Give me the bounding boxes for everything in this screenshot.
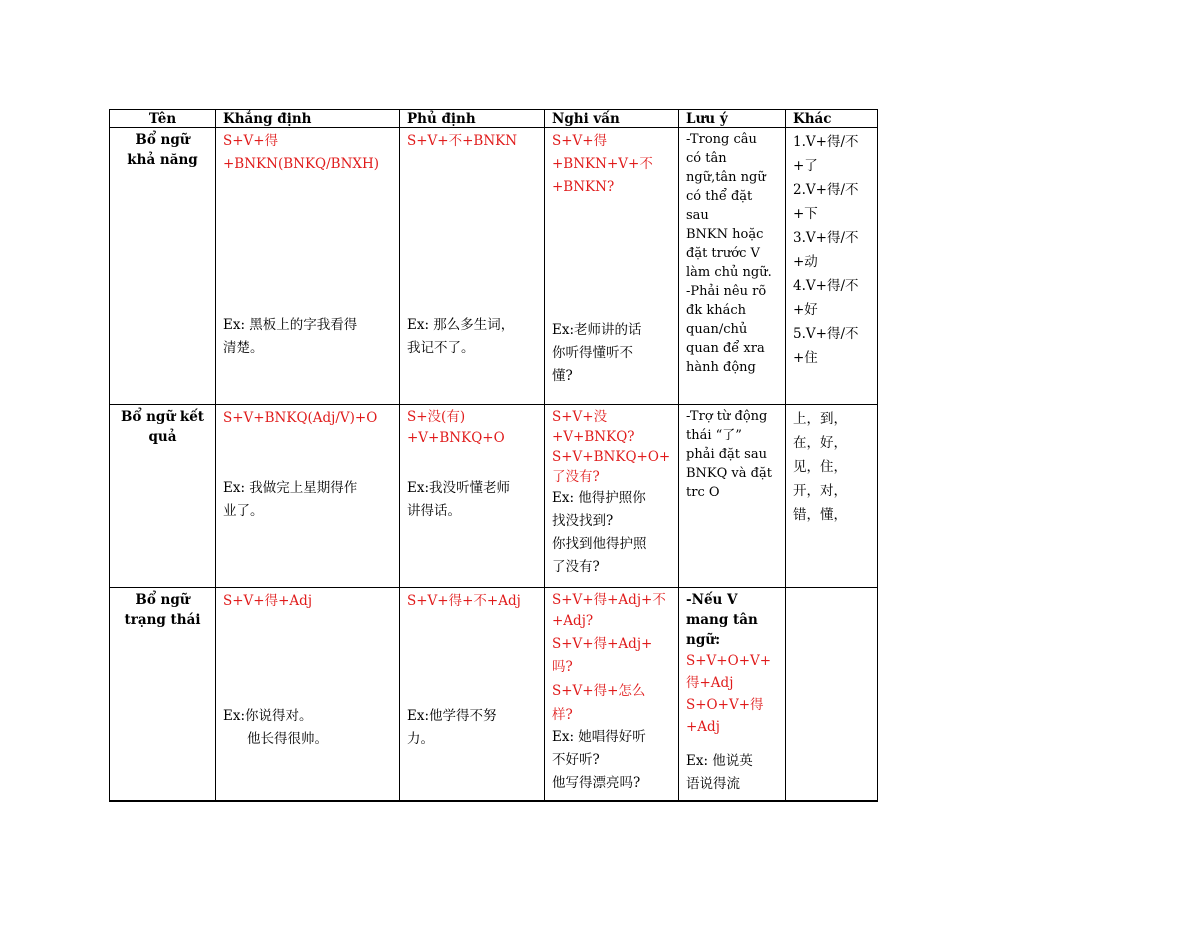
note-line: -Nếu V [686, 592, 738, 608]
other-line: 上，到， [793, 411, 847, 427]
header-question: Nghi vấn [545, 110, 679, 128]
formula-line: S+V+得+Adj [223, 593, 313, 609]
example-line: 他写得漂亮吗? [552, 775, 641, 791]
example-line: 我记不了。 [407, 340, 475, 356]
note-line: đk khách [686, 303, 746, 318]
example-line: 了没有? [552, 559, 600, 575]
row-name: quả [148, 429, 177, 445]
header-name: Tên [110, 110, 216, 128]
example-line: 不好听? [552, 752, 600, 768]
example-line: Ex: 我做完上星期得作 [223, 480, 358, 496]
other-line: 5.V+得/不 [793, 326, 859, 342]
header-negate: Phủ định [400, 110, 545, 128]
note-cell [679, 128, 786, 405]
other-line: 在，好， [793, 435, 847, 451]
header-other: Khác [786, 110, 878, 128]
note-line: đặt trước V [686, 246, 760, 261]
note-line: thái “了” [686, 428, 742, 443]
row-name-cell [110, 128, 216, 405]
note-line: có thể đặt sau [686, 189, 753, 223]
note-formula: S+O+V+得 [686, 697, 764, 713]
row-name: khả năng [127, 152, 198, 168]
note-line: quan/chủ [686, 322, 748, 337]
example-line: 力。 [407, 731, 434, 747]
example-line: 业了。 [223, 503, 264, 519]
other-line: 2.V+得/不 [793, 182, 859, 198]
example-line: Ex: 她唱得好听 [552, 729, 646, 745]
note-line: mang tân [686, 612, 758, 628]
note-line: quan để xra [686, 341, 765, 356]
row-name-cell [110, 588, 216, 801]
formula-line: S+V+不+BNKN [407, 133, 518, 149]
other-line: +好 [793, 302, 818, 318]
example-line: Ex:你说得对。 [223, 708, 313, 724]
other-line: +住 [793, 350, 818, 366]
other-line: +下 [793, 206, 818, 222]
formula-line: +BNKN? [552, 179, 615, 195]
other-line: +动 [793, 254, 818, 270]
example-line: 讲得话。 [407, 503, 461, 519]
header-affirm: Khẳng định [216, 110, 400, 128]
note-line: -Trong câu [686, 132, 757, 147]
note-line: -Phải nêu rõ [686, 284, 767, 299]
row-name: trạng thái [124, 612, 201, 628]
formula-line: 吗? [552, 659, 573, 675]
note-line: làm chủ ngữ. [686, 265, 772, 280]
other-line: 1.V+得/不 [793, 134, 859, 150]
example-line: Ex: 那么多生词， [407, 317, 515, 333]
formula-line: S+V+得 [552, 133, 608, 149]
formula-line: S+V+得 [223, 133, 279, 149]
grammar-table [109, 109, 878, 802]
example-line: Ex:我没听懂老师 [407, 480, 511, 496]
question-cell [545, 405, 679, 588]
note-line: -Trợ từ động [686, 409, 768, 424]
example-line: 你听得懂听不 [552, 345, 633, 361]
example-line: 你找到他得护照 [552, 536, 647, 552]
negate-cell [400, 405, 545, 588]
affirm-cell [216, 588, 400, 801]
note-line: hành động [686, 360, 756, 375]
example-line: Ex:老师讲的话 [552, 322, 642, 338]
negate-cell [400, 588, 545, 801]
formula-line: +V+BNKQ? [552, 429, 635, 445]
formula-line: S+V+得+不+Adj [407, 593, 521, 609]
note-line: BNKN hoặc [686, 227, 764, 242]
note-line: ngữ: [686, 632, 721, 648]
header-row [110, 110, 878, 128]
formula-line: +BNKN(BNKQ/BNXH) [223, 156, 380, 172]
example-line: 清楚。 [223, 340, 264, 356]
example-line: 懂? [552, 368, 573, 384]
example-line: 语说得流 [686, 776, 740, 792]
note-cell [679, 588, 786, 801]
note-line: ngữ,tân ngữ [686, 170, 766, 185]
other-line: 开，对， [793, 483, 847, 499]
row-name-cell [110, 405, 216, 588]
table-row [110, 588, 878, 801]
formula-line: +Adj? [552, 613, 594, 629]
example-line: 找没找到? [552, 513, 614, 529]
other-line: 4.V+得/不 [793, 278, 859, 294]
other-cell [786, 405, 878, 588]
other-line: +了 [793, 158, 818, 174]
example-line: Ex: 他得护照你 [552, 490, 646, 506]
example-line: Ex:他学得不努 [407, 708, 497, 724]
note-formula: +Adj [686, 719, 720, 735]
table-row [110, 405, 878, 588]
note-line: trc O [686, 485, 720, 500]
example-line: Ex: 黑板上的字我看得 [223, 317, 358, 333]
row-name: Bổ ngữ [135, 132, 190, 148]
other-cell [786, 588, 878, 801]
example-line: Ex: 他说英 [686, 753, 753, 769]
header-note: Lưu ý [679, 110, 786, 128]
formula-line: S+V+得+怎么 [552, 683, 646, 699]
example-line: 他长得很帅。 [247, 731, 328, 747]
table-row [110, 128, 878, 405]
note-line: phải đặt sau [686, 447, 767, 462]
formula-line: S+V+没 [552, 409, 608, 425]
affirm-cell [216, 128, 400, 405]
other-cell [786, 128, 878, 405]
other-line: 3.V+得/不 [793, 230, 859, 246]
note-cell [679, 405, 786, 588]
question-cell [545, 588, 679, 801]
note-formula: 得+Adj [686, 675, 734, 691]
formula-line: +BNKN+V+不 [552, 156, 653, 172]
formula-line: S+V+BNKQ(Adj/V)+O [223, 410, 378, 426]
note-line: có tân [686, 151, 727, 166]
negate-cell [400, 128, 545, 405]
row-name: Bổ ngữ kết [120, 409, 205, 425]
other-line: 错，懂， [793, 507, 847, 523]
row-name: Bổ ngữ [135, 592, 190, 608]
affirm-cell [216, 405, 400, 588]
formula-line: 了没有? [552, 469, 600, 485]
formula-line: S+没(有) [407, 409, 466, 425]
note-line: BNKQ và đặt [686, 466, 772, 481]
formula-line: +V+BNKQ+O [407, 430, 505, 446]
formula-line: S+V+得+Adj+不 [552, 592, 666, 608]
question-cell [545, 128, 679, 405]
formula-line: S+V+BNKQ+O+ [552, 449, 671, 465]
other-line: 见，住， [793, 459, 847, 475]
formula-line: 样? [552, 707, 573, 723]
formula-line: S+V+得+Adj+ [552, 636, 653, 652]
note-formula: S+V+O+V+ [686, 653, 772, 669]
